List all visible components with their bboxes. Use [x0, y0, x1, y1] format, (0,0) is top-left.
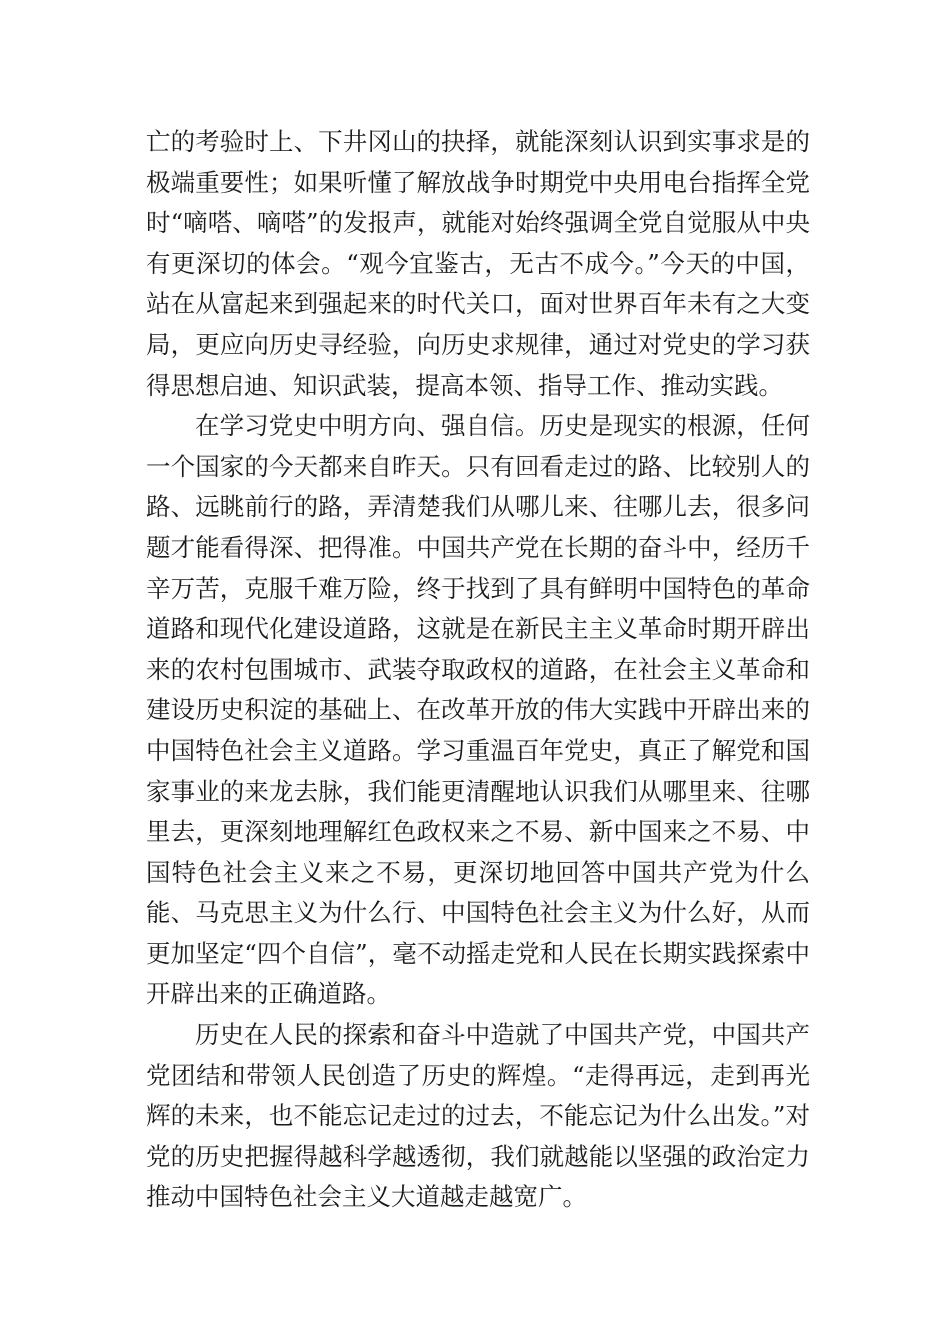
- paragraph-2: 在学习党史中明方向、强自信。历史是现实的根源，任何一个国家的今天都来自昨天。只有回看走过的路、比较别人的路、远眺前行的路，弄清楚我们从哪儿来、往哪儿去，很多问题才能看得深、把得准。中国共产党在长期的奋斗中，经历千辛万苦，克服千难万险，终于找到了具有鲜明中国特色的革命道路和现代化建设道路，这就是在新民主主义革命时期开辟出来的农村包围城市、武装夺取政权的道路，在社会主义革命和建设历史积淀的基础上、在改革开放的伟大实践中开辟出来的中国特色社会主义道路。学习重温百年党史，真正了解党和国家事业的来龙去脉，我们能更清醒地认识我们从哪里来、往哪里去，更深刻地理解红色政权来之不易、新中国来之不易、中国特色社会主义来之不易，更深切地回答中国共产党为什么能、马克思主义为什么行、中国特色社会主义为什么好，从而更加坚定“四个自信”，毫不动摇走党和人民在长期实践探索中开辟出来的正确道路。: [146, 411, 810, 1009]
- paragraph-1: 亡的考验时上、下井冈山的抉择，就能深刻认识到实事求是的极端重要性；如果听懂了解放战争时期党中央用电台指挥全党时“嘀嗒、嘀嗒”的发报声，就能对始终强调全党自觉服从中央有更深切的体会。“观今宜鉴古，无古不成今。”今天的中国，站在从富起来到强起来的时代关口，面对世界百年未有之大变局，更应向历史寻经验，向历史求规律，通过对党史的学习获得思想启迪、知识武装，提高本领、指导工作、推动实践。: [146, 127, 810, 400]
- document-body: [146, 122, 810, 1218]
- paragraph-3: 历史在人民的探索和奋斗中造就了中国共产党，中国共产党团结和带领人民创造了历史的辉煌。“走得再远，走到再光辉的未来，也不能忘记走过的过去，不能忘记为什么出发。”对党的历史把握得越科学越透彻，我们就越能以坚强的政治定力推动中国特色社会主义大道越走越宽广。: [146, 1020, 810, 1212]
